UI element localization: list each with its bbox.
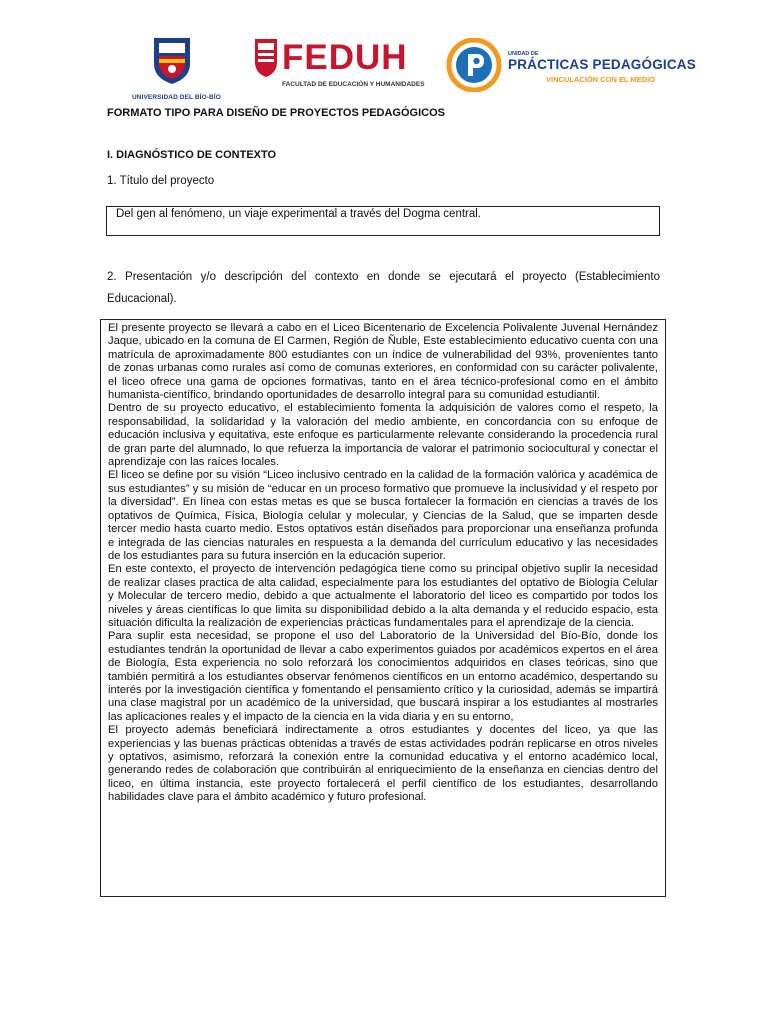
project-title-box [106, 206, 660, 236]
ubb-caption: UNIVERSIDAD DEL BÍO-BÍO [132, 94, 221, 101]
practicas-subtitle: VINCULACIÓN CON EL MEDIO [546, 75, 656, 84]
feduh-wordmark: FEDUH [282, 38, 408, 77]
question-1-label: 1. Título del proyecto [107, 175, 215, 187]
question-2-label: 2. Presentación y/o descripción del contexto en donde se ejecutará el proyecto (Establecimiento Educacional). [107, 271, 660, 305]
project-title-answer: Del gen al fenómeno, un viaje experimental a través del Dogma central. [116, 208, 482, 220]
context-description-box [100, 319, 666, 897]
practicas-title: PRÁCTICAS PEDAGÓGICAS [508, 57, 696, 72]
feduh-subtitle: FACULTAD DE EDUCACIÓN Y HUMANIDADES [282, 81, 425, 88]
feduh-logo [254, 38, 425, 94]
practicas-unidad: UNIDAD DE [508, 51, 539, 57]
header-logos [0, 0, 768, 100]
context-paragraph: En este contexto, el proyecto de intervención pedagógica tiene como su principal objetivo suplir la necesidad de realizar clases practica de alta calidad, especialmente para los estudiantes del optativo de Biología Celular y Molecular de tercero medio, debido a que actualmente el laboratorio del liceo es compartido por todos los niveles y áreas científicas lo que limita su disponibilidad debido a la alta demanda y el reducido espacio, esta situación dificulta la realización de experiencias prácticas fundamentales para el aprendizaje de la ciencia. [108, 563, 658, 629]
context-paragraph: El liceo se define por su visión “Liceo inclusivo centrado en la calidad de la formación valórica y académica de sus estudiantes” y su misión de “educar en un proceso formativo que promueve la inclusividad y el respeto por la diversidad”. En línea con estas metas es que se busca fortalecer la formación en ciencias a través de los optativos de Química, Física, Biología celular y molecular, y Ciencias de la Salud, que se imparten desde tercer medio hasta cuarto medio. Estos optativos están diseñados para proporcionar una enseñanza profunda e integrada de las ciencias naturales en respuesta a la demanda del currículum educativo y las necesidades de los estudiantes para su futura inserción en la educación superior. [108, 469, 658, 562]
ubb-logo [132, 34, 221, 101]
context-paragraph: El presente proyecto se llevará a cabo en el Liceo Bicentenario de Excelencia Polivalente Juvenal Hernández Jaque, ubicado en la comuna de El Carmen, Región de Ñuble, Este establecimiento educativo cuenta con una matrícula de aproximadamente 800 estudiantes con un índice de vulnerabilidad del 93%, provenientes tanto de zonas urbanas como rurales así como de comunas exteriores, en conformidad con su carácter polivalente, el liceo ofrece una gama de opciones formativas, tanto en el área técnico-profesional como en el ámbito humanista-científico, brindando oportunidades de desarrollo integral para su comunidad estudiantil. [108, 322, 658, 402]
ubb-shield-icon [150, 34, 194, 86]
context-paragraph: Dentro de su proyecto educativo, el establecimiento fomenta la adquisición de valores como el respeto, la responsabilidad, la solidaridad y la valoración del medio ambiente, en concordancia con su enfoque de educación inclusiva y equitativa, este enfoque es particularmente relevante considerando la procedencia rural de gran parte del alumnado, lo que refuerza la importancia de valorar el patrimonio sociocultural y conectar el aprendizaje con las raíces locales. [108, 402, 658, 469]
practicas-p-icon [446, 38, 502, 92]
context-paragraph: El proyecto además beneficiará indirectamente a otros estudiantes y docentes del liceo, ya que las experiencias y las buenas prácticas obtenidas a través de estas actividades podrán replicarse en otros niveles y optativos, asimismo, reforzará la conexión entre la comunidad educativa y el entorno académico local, generando redes de colaboración que contribuirán al enriquecimiento de la enseñanza en ciencias dentro del liceo, en última instancia, este proyecto fortalecerá el perfil científico de los estudiantes, desarrollando habilidades clave para el ámbito académico y futuro profesional. [108, 724, 658, 804]
practicas-logo [446, 38, 696, 92]
document-title: FORMATO TIPO PARA DISEÑO DE PROYECTOS PEDAGÓGICOS [107, 107, 445, 119]
section-heading: I. DIAGNÓSTICO DE CONTEXTO [107, 149, 277, 161]
context-paragraph: Para suplir esta necesidad, se propone el uso del Laboratorio de la Universidad del Bío-Bío, donde los estudiantes tendrán la oportunidad de llevar a cabo experimentos guiados por académicos expertos en el área de Biología, Esta experiencia no solo reforzará los conocimientos adquiridos en clases teóricas, sino que también permitirá a los estudiantes observar fenómenos científicos en un entorno académico, despertando su interés por la investigación científica y fomentando el pensamiento crítico y la curiosidad, además se impartirá una clase magistral por un académico de la universidad, que buscará inspirar a los estudiantes al mostrarles las aplicaciones reales y el impacto de la ciencia en la vida diaria y en su entorno, [108, 630, 658, 723]
feduh-shield-icon [254, 38, 278, 78]
